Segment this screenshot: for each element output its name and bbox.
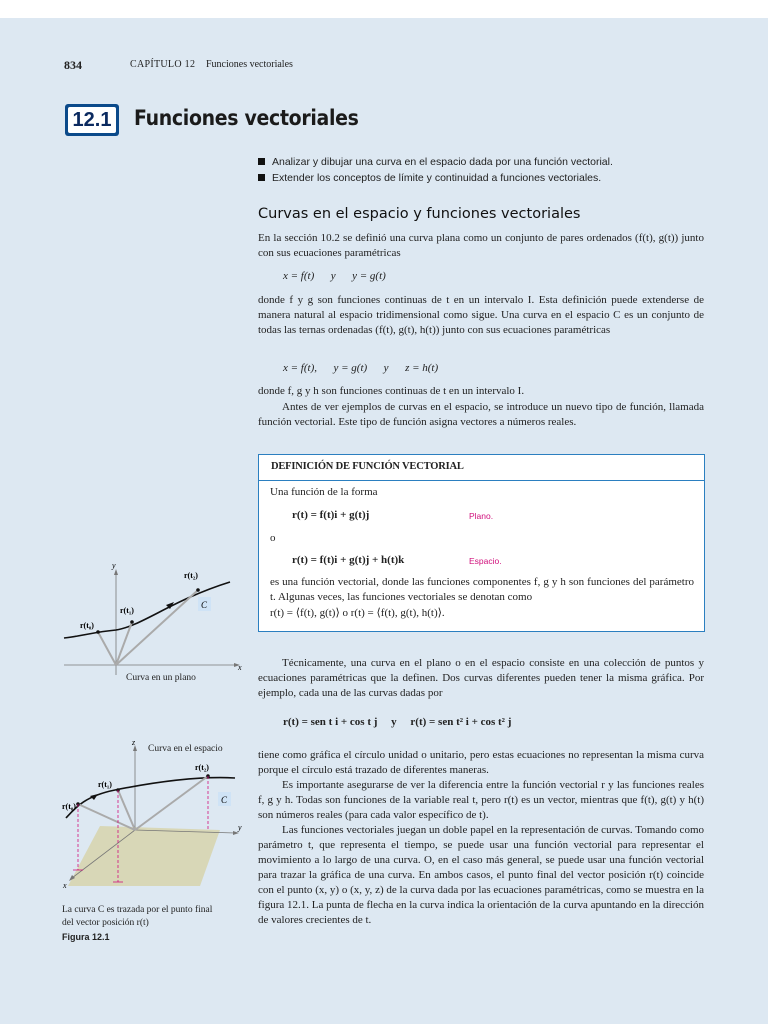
paragraph-6: tiene como gráfica el círculo unidad o unitario, pero estas ecuaciones no representan la misma curva porque el círculo está trazado de diferentes maneras. — [258, 749, 704, 776]
running-head-title: Funciones vectoriales — [206, 59, 293, 70]
definition-header — [259, 455, 704, 481]
space-label-t1: r(t₁) — [98, 780, 112, 789]
equation-3: r(t) = sen t i + cos t j y r(t) = sen t² i + cos t² j — [283, 716, 512, 728]
paragraph-4: Antes de ver ejemplos de curvas en el espacio, se introduce un nuevo tipo de función, llamada función vectorial. Este tipo de función asigna vectores a números reales. — [258, 401, 704, 428]
running-head-chapter: CAPÍTULO 12 — [130, 59, 196, 70]
figure-label: Figura 12.1 — [62, 932, 110, 942]
subsection-title: Curvas en el espacio y funciones vectoriales — [258, 206, 581, 222]
paragraph-5: Técnicamente, una curva en el plano o en el espacio consiste en una colección de puntos y ecuaciones paramétricas que la definen. Dos curvas diferentes pueden tener la misma gráfica. Por ejemplo, cada una de las curvas dadas por — [258, 657, 704, 699]
space-y-label: y — [238, 823, 242, 832]
paragraph-7: Es importante asegurarse de ver la diferencia entre la función vectorial r y las funciones reales f, g y h. Todas son funciones de la variable real t, pero r(t) es un vector, mientras que f(t), g(t) y h(t) son números reales (para cada valor específico de t). — [258, 779, 704, 821]
figure-plane-curve — [62, 560, 252, 690]
definition-title: DEFINICIÓN DE FUNCIÓN VECTORIAL — [271, 461, 464, 472]
definition-alt: r(t) = ⟨f(t), g(t)⟩ o r(t) = ⟨f(t), g(t), h(t)⟩. — [270, 607, 445, 619]
definition-eq-space: r(t) = f(t)i + g(t)j + h(t)k — [292, 554, 405, 566]
definition-note-space: Espacio. — [469, 556, 502, 566]
space-z-label: z — [132, 738, 136, 747]
page-number: 834 — [64, 58, 82, 72]
definition-eq-plane: r(t) = f(t)i + g(t)j — [292, 509, 370, 521]
paragraph-2-text: donde f y g son funciones continuas de t en un intervalo I. Esta definición puede extenderse de manera natural al espacio tridimensional como sigue. Una curva en el espacio C es un conjunto de todas las ternas ordenadas (f(t), g(t), h(t)) junto con sus ecuaciones paramétricas — [258, 294, 704, 336]
plane-x-label: x — [238, 663, 242, 672]
equation-1: x = f(t) y y = g(t) — [283, 270, 386, 282]
space-label-t0: r(t₀) — [62, 802, 76, 811]
objective-1: Analizar y dibujar una curva en el espacio dada por una función vectorial. — [258, 156, 613, 168]
figure-space-curve — [60, 738, 250, 898]
top-margin — [0, 0, 768, 18]
figure-space-caption-1: La curva C es trazada por el punto final — [62, 905, 213, 915]
space-x-label: x — [63, 881, 67, 890]
definition-body: es una función vectorial, donde las funciones componentes f, g y h son funciones del parámetro t. Algunas veces, las funciones vectoriales se denotan como — [270, 576, 694, 603]
objective-2: Extender los conceptos de límite y continuidad a funciones vectoriales. — [258, 172, 601, 184]
plane-vector-t0 — [98, 632, 116, 665]
figure-space-title: Curva en el espacio — [148, 744, 223, 754]
space-ground-plane — [68, 826, 220, 886]
plane-label-t1: r(t₁) — [120, 606, 134, 615]
section-number: 12.1 — [68, 107, 116, 133]
section-number-box — [65, 104, 119, 136]
space-curve-label: C — [221, 795, 228, 805]
equation-2: x = f(t), y = g(t) y z = h(t) — [283, 362, 439, 374]
plane-label-t0: r(t₀) — [80, 621, 94, 630]
definition-note-plane: Plano. — [469, 511, 494, 521]
definition-or: o — [270, 532, 276, 544]
figure-space-caption-2: del vector posición r(t) — [62, 918, 149, 928]
plane-curve-label: C — [201, 600, 208, 610]
plane-y-label: y — [112, 561, 116, 570]
plane-label-t2: r(t₂) — [184, 571, 198, 580]
space-curve — [66, 778, 235, 818]
paragraph-3: donde f, g y h son funciones continuas de t en un intervalo I. — [258, 385, 525, 397]
definition-box — [258, 454, 705, 632]
figure-plane-caption: Curva en un plano — [126, 673, 196, 683]
section-title: Funciones vectoriales — [134, 106, 359, 130]
definition-intro: Una función de la forma — [270, 486, 378, 498]
paragraph-8: Las funciones vectoriales juegan un doble papel en la representación de curvas. Tomando como parámetro t, que representa el tiempo, se puede usar una función vectorial para representar el movimiento a lo largo de una curva. O, en el caso más general, se puede usar una función vectorial para trazar la gráfica de una curva. En ambos casos, el punto final del vector posición r(t) coincide con el punto (x, y) o (x, y, z) de la curva dada por las ecuaciones paramétricas, como se muestra en la figura 12.1. La punta de flecha en la curva indica la orientación de la curva apuntando en la dirección de valores crecientes de t. — [258, 824, 704, 926]
space-label-t2: r(t₂) — [195, 763, 209, 772]
paragraph-1: En la sección 10.2 se definió una curva plana como un conjunto de pares ordenados (f(t), g(t)) junto con sus ecuaciones paramétricas — [258, 232, 704, 259]
